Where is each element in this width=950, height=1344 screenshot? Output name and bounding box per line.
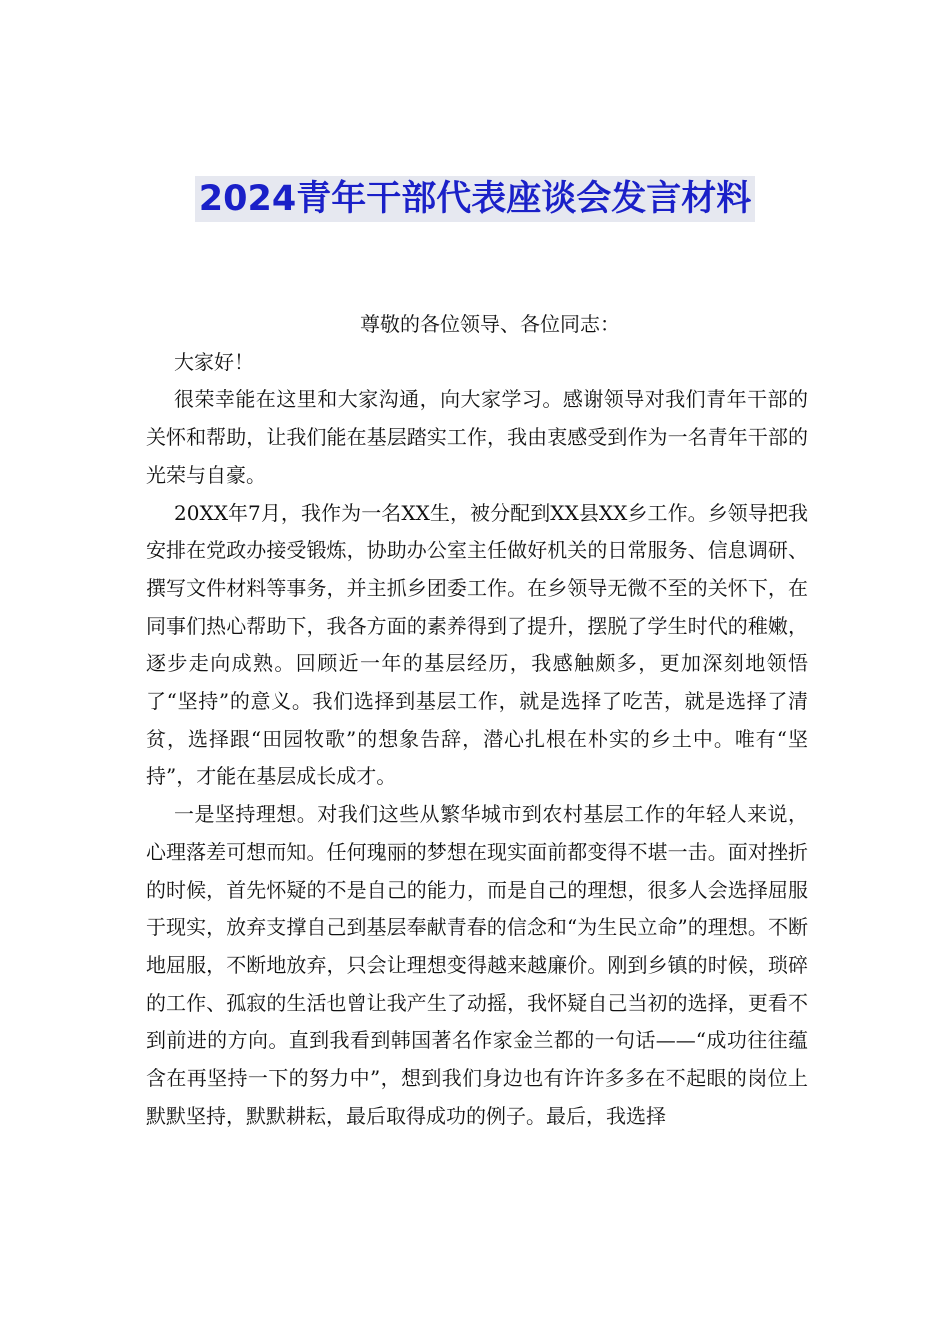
document-title-text: 2024青年干部代表座谈会发言材料 [195,176,755,222]
salutation: 尊敬的各位领导、各位同志： [360,312,620,336]
document-body [146,306,808,1135]
paragraph-point-one: 一是坚持理想。对我们这些从繁华城市到农村基层工作的年轻人来说，心理落差可想而知。任何瑰丽的梦想在现实面前都变得不堪一击。面对挫折的时候，首先怀疑的不是自己的能力，而是自己的理想，很多人会选择屈服于现实，放弃支撑自己到基层奉献青春的信念和“为生民立命”的理想。不断地屈服，不断地放弃，只会让理想变得越来越廉价。刚到乡镇的时候，琐碎的工作、孤寂的生活也曾让我产生了动摇，我怀疑自己当初的选择，更看不到前进的方向。直到我看到韩国著名作家金兰都的一句话——“成功往往蕴含在再坚持一下的努力中”，想到我们身边也有许许多多在不起眼的岗位上默默坚持，默默耕耘，最后取得成功的例子。最后，我选择 [146,802,808,1128]
paragraph-background: 20XX年7月，我作为一名XX生，被分配到XX县XX乡工作。乡领导把我安排在党政办接受锻炼，协助办公室主任做好机关的日常服务、信息调研、撰写文件材料等事务，并主抓乡团委工作。在乡领导无微不至的关怀下，在同事们热心帮助下，我各方面的素养得到了提升，摆脱了学生时代的稚嫩，逐步走向成熟。回顾近一年的基层经历，我感触颇多，更加深刻地领悟了“坚持”的意义。我们选择到基层工作，就是选择了吃苦，就是选择了清贫，选择跟“田园牧歌”的想象告辞，潜心扎根在朴实的乡土中。唯有“坚持”，才能在基层成长成才。 [146,500,808,789]
paragraph-intro: 很荣幸能在这里和大家沟通，向大家学习。感谢领导对我们青年干部的关怀和帮助，让我们能在基层踏实工作，我由衷感受到作为一名青年干部的光荣与自豪。 [146,387,808,487]
paragraph-greeting: 大家好！ [174,349,254,374]
document-title [0,176,950,222]
